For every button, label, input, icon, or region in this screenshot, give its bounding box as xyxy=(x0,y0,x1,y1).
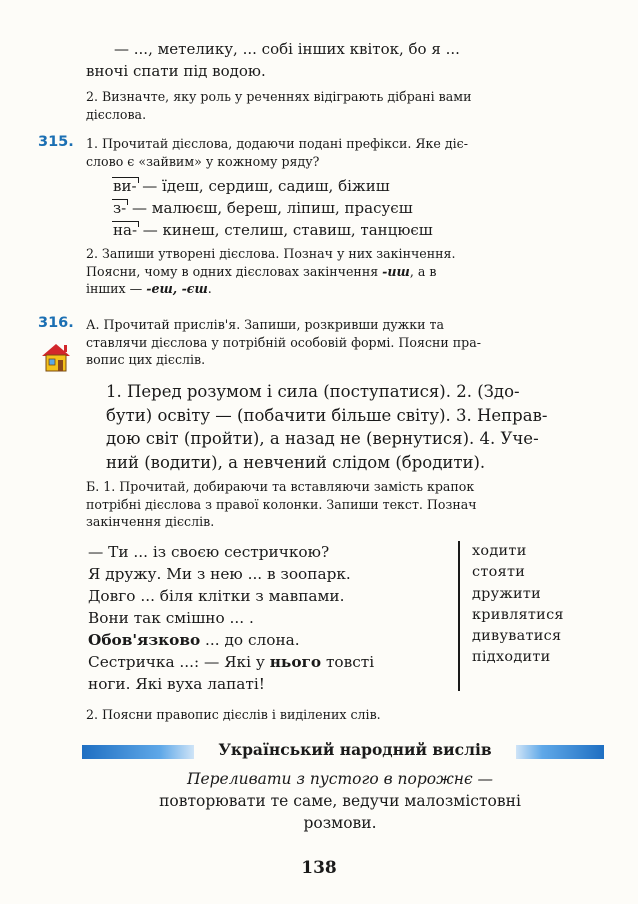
dialog-line: Вони так смішно ... . xyxy=(88,609,254,627)
ex316-b-line-1: Б. 1. Прочитай, добираючи та вставляючи замість крапок xyxy=(86,479,475,494)
proverb-line: 1. Перед розумом і сила (поступатися). 2. (Здо- xyxy=(106,382,520,401)
ex315-task-2-line-2: Поясни, чому в одних дієсловах закінчення -иш, а в xyxy=(86,263,437,279)
prefix-row-words: — кинеш, стелиш, ставиш, танцюєш xyxy=(138,221,433,239)
proverb-line: бути) освіту — (побачити більше світу). 3. Неправ- xyxy=(106,405,548,425)
saying-meaning-line: розмови. xyxy=(303,814,377,832)
banner-stripe-left xyxy=(82,745,194,759)
prefix-mark: на- xyxy=(113,221,138,239)
ex316-a-line-3: вопис цих дієслів. xyxy=(86,352,206,367)
dialog-line: ноги. Які вуха лапаті! xyxy=(88,675,265,693)
banner-stripe-right xyxy=(516,745,604,759)
verb-item: дружити xyxy=(472,585,542,602)
ex315-task-2-line-3: інших — -еш, -єш. xyxy=(86,281,212,296)
prefix-row xyxy=(86,197,601,219)
prefix-row-words: — їдеш, сердиш, садиш, біжиш xyxy=(137,177,390,195)
verb-item: кривлятися xyxy=(472,606,564,623)
verb-item: ходити xyxy=(472,543,527,559)
ex316-a-line-2: ставлячи дієслова у потрібній особовій формі. Поясни пра- xyxy=(86,334,482,350)
ex316-task-2-line: 2. Поясни правопис дієслів і виділених слів. xyxy=(86,707,381,722)
column-divider xyxy=(458,541,460,691)
banner-title: Український народний вислів xyxy=(218,740,492,759)
prefix-row-words: — малюєш, береш, ліпиш, прасуєш xyxy=(127,199,413,217)
saying-meaning-line: повторювати те саме, ведучи малозмістовні xyxy=(159,792,521,810)
top-task-2-line-2: дієслова. xyxy=(86,106,147,122)
prefix-row xyxy=(86,219,601,241)
exercise-315 xyxy=(86,135,601,170)
dialog-line: Сестричка ...: — Які у нього товсті xyxy=(88,653,375,671)
verb-item: дивуватися xyxy=(472,628,562,645)
prefix-row xyxy=(86,175,601,197)
proverbs xyxy=(86,380,601,474)
ex315-task-2-line-1: 2. Запиши утворені дієслова. Познач у них закінчення. xyxy=(86,246,456,261)
ex316-task-2 xyxy=(86,706,601,724)
verb-item: підходити xyxy=(472,649,551,666)
dialog-text xyxy=(88,541,458,695)
proverb-line: дою світ (пройти), а назад не (вернутися). 4. Уче- xyxy=(106,429,539,448)
exercise-316-number: 316. xyxy=(38,315,74,331)
folk-saying xyxy=(100,768,580,834)
saying-phrase: Переливати з пустого в порожнє — xyxy=(186,770,494,788)
ex315-prefix-rows xyxy=(86,175,601,241)
ex315-task-2 xyxy=(86,245,601,298)
top-continuation xyxy=(114,38,604,60)
ex315-instruction-line-2: слово є «зайвим» у кожному ряду? xyxy=(86,153,320,169)
top-line-1: — ..., метелику, ... собі інших квіток, бо я ... xyxy=(114,40,460,58)
ex315-instruction-line-1: 1. Прочитай дієслова, додаючи подані префікси. Яке діє- xyxy=(86,136,468,151)
proverb-line: ний (водити), а невчений слідом (бродити). xyxy=(106,452,486,472)
top-task-2-line-1: 2. Визначте, яку роль у реченнях відіграють дібрані вами xyxy=(86,89,472,104)
dialog-line: Обов'язково ... до слона. xyxy=(88,631,300,649)
prefix-mark: з- xyxy=(113,199,127,217)
dialog-line: Я дружу. Ми з нею ... в зоопарк. xyxy=(88,565,351,583)
page-number: 138 xyxy=(301,858,337,878)
top-task-2 xyxy=(86,88,601,123)
verb-item: стояти xyxy=(472,564,526,581)
prefix-mark: ви- xyxy=(113,177,137,195)
top-continuation-2 xyxy=(86,60,601,82)
exercise-315-number: 315. xyxy=(38,134,74,150)
ex316-b-line-2: потрібні дієслова з правої колонки. Запиши текст. Познач xyxy=(86,496,477,512)
exercise-316-b xyxy=(86,478,601,531)
ex316-b-line-3: закінчення дієслів. xyxy=(86,514,215,529)
top-line-2: вночі спати під водою. xyxy=(86,62,266,80)
dialog-line: Довго ... біля клітки з мавпами. xyxy=(88,587,345,605)
dialog-line: — Ти ... із своєю сестричкою? xyxy=(88,543,330,561)
verb-column xyxy=(472,541,564,669)
ex316-a-line-1: А. Прочитай прислів'я. Запиши, розкривши дужки та xyxy=(86,317,444,332)
home-task-icon xyxy=(40,341,72,373)
exercise-316-a xyxy=(86,316,601,369)
